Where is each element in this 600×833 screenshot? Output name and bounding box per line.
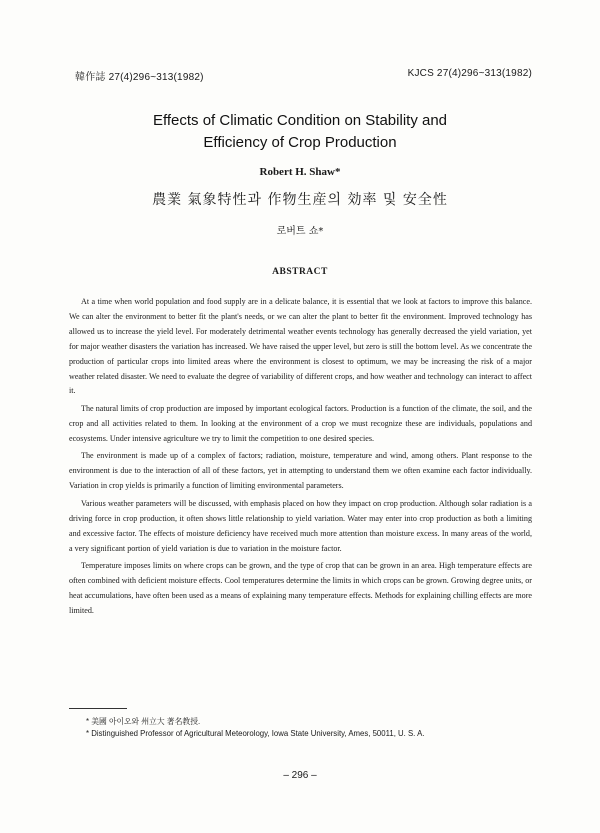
- journal-citation-english: KJCS 27(4)296~313(1982): [407, 68, 532, 79]
- paper-title-line-1: Effects of Climatic Condition on Stability and: [152, 112, 448, 129]
- abstract-paragraph: The natural limits of crop production are imposed by important ecological factors. Production is a function of the climate, the soil, and the crop and all activities related to them. In looking at the environment of a crop we must recognize these are individuals, populations and ecosystems. Under intensive agriculture we try to limit the competition to one desired species.: [69, 404, 532, 443]
- journal-citation-korean: 韓作誌 27(4)296~313(1982): [75, 72, 204, 83]
- abstract-paragraph: Various weather parameters will be discussed, with emphasis placed on how they impact on crop production. Although solar radiation is a driving force in crop production, it often shows little relationship to yield variation. Water may enter into crop production as both a limiting and excessive factor. The effects of moisture deficiency have received much more attention than moisture excess. In many areas of the world, a very significant portion of yield variation is due to variation in the moisture factor.: [69, 498, 532, 553]
- footnote-korean: * 美國 아이오와 州立大 著名教授.: [86, 717, 201, 726]
- footnotes: [86, 716, 424, 740]
- author-name: Robert H. Shaw*: [259, 166, 341, 178]
- korean-title: 農業 氣象特性과 作物生産의 効率 및 安全性: [152, 192, 448, 208]
- footnote-divider: [69, 708, 127, 709]
- korean-author-name: 로버트 쇼*: [276, 226, 324, 237]
- abstract-paragraph: At a time when world population and food supply are in a delicate balance, it is essential that we look at factors to improve this balance. We can alter the environment to better fit the plant's needs, or we can alter the plant to better fit the environment. Improved technology has allowed us to increase the yield level. For moderately detrimental weather events technology has generally decreased the yield variation, yet for major weather disasters the variation has increased. We have raised the upper level, but zero is still the bottom level. As we concentrate the production of particular crops into limited areas where the environment is closest to optimum, we may be increasing the risk of a major weather related disaster. We need to evaluate the degree of variability of different crops, and how weather and technology can interact to affect it.: [69, 297, 532, 396]
- paper-title-line-2: Efficiency of Crop Production: [203, 134, 397, 151]
- abstract-heading: ABSTRACT: [272, 267, 328, 277]
- page-number: – 296 –: [283, 770, 317, 781]
- abstract-body: [69, 295, 532, 621]
- abstract-paragraph: The environment is made up of a complex of factors; radiation, moisture, temperature and wind, among others. Plant response to the environment is due to the interaction of all of these factors, yet in attempting to understand them we often examine each factor individually. Variation in crop yields is primarily a function of limiting environmental parameters.: [69, 451, 532, 491]
- paper-title: [60, 110, 540, 154]
- footnote-english: * Distinguished Professor of Agricultural Meteorology, Iowa State University, Ames, 50011, U. S. A.: [86, 729, 425, 738]
- abstract-paragraph: Temperature imposes limits on where crops can be grown, and the type of crop that can be grown in an area. High temperature effects are often combined with deficient moisture effects. Cool temperatures determine the limits in which crops can be grown. Growing degree units, or heat accumulations, have often been used as a means of explaining many temperature effects. Methods for explaining chilling effects are more limited.: [69, 561, 532, 615]
